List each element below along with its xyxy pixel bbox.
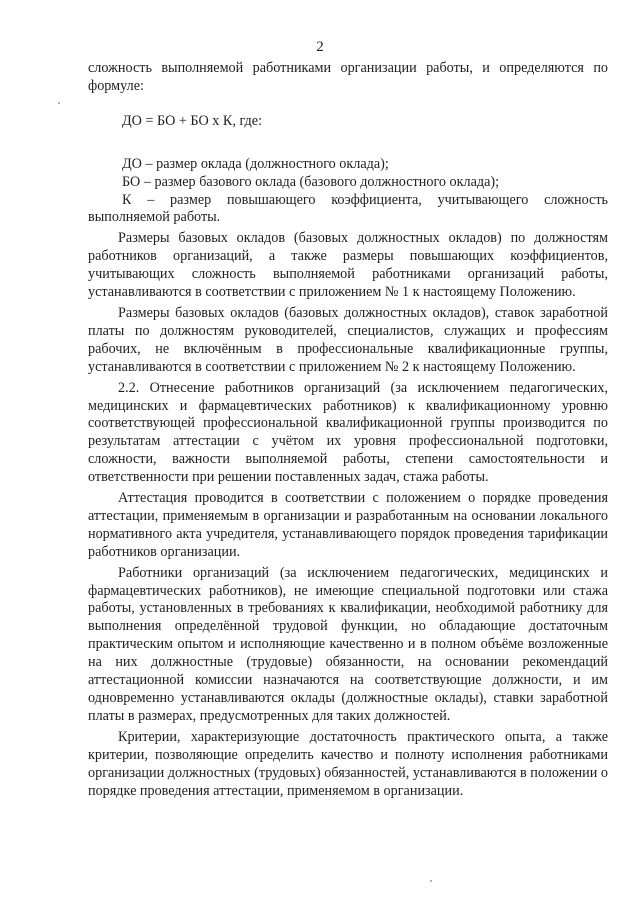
scan-speck bbox=[430, 880, 432, 882]
paragraph-base-salaries: Размеры базовых окладов (базовых должностных окладов) по должностям работников организаций, а также размеры повышающих коэффициентов, учитывающих сложность выполняемой работниками организаций работы, устанавливаются в соответствии с приложением № 1 к настоящему Положению. bbox=[88, 230, 608, 301]
paragraph-employees-without-training: Работники организаций (за исключением педагогических, медицинских и фармацевтических работников), не имеющие специальной подготовки или стажа работы, установленных в требованиях к квалификации, необходимой работнику для выполнения определённой трудовой функции, но обладающие достаточным практическим опытом и исполняющие качественно и в полном объёме возложенные на них должностные (трудовые) обязанности, на основании рекомендаций аттестационной комиссии назначаются на соответствующие должности, и им одновременно устанавливаются оклады (должностные оклады), ставки заработной платы в размерах, предусмотренных для таких должностей. bbox=[88, 564, 608, 724]
paragraph-section-2-2: 2.2. Отнесение работников организаций (за исключением педагогических, медицинских и фармацевтических работников) к квалификационному уровню соответствующей профессиональной квалификационной группы производится по результатам аттестации с учётом их уровня профессиональной подготовки, сложности, важности выполняемой работы, степени самостоятельности и ответственности при решении поставленных задач, стажа работы. bbox=[88, 379, 608, 486]
definition-bo: БО – размер базового оклада (базового должностного оклада); bbox=[122, 173, 500, 190]
paragraph-criteria: Критерии, характеризующие достаточность практического опыта, а также критерии, позволяющие определить качество и полноту исполнения работниками организации должностных (трудовых) обязанностей, устанавливаются в положении о порядке проведения аттестации, применяемом в организации. bbox=[88, 728, 608, 799]
paragraph-attestation: Аттестация проводится в соответствии с положением о порядке проведения аттестации, применяемым в организации и разработанным на основании локального нормативного акта учредителя, устанавливающего порядок проведения тарификации работников организации. bbox=[88, 490, 608, 560]
definition-k: К – размер повышающего коэффициента, учитывающего сложность выполняемой работы. bbox=[88, 191, 608, 226]
formula-line: ДО = БО + БО х К, где: bbox=[122, 112, 263, 129]
paragraph-base-salaries-appendix-2: Размеры базовых окладов (базовых должностных окладов), ставок заработной платы по должностям руководителей, специалистов, служащих и профессиям рабочих, не включённым в профессиональные квалификационные группы, устанавливаются в соответствии с приложением № 2 к настоящему Положению. bbox=[88, 304, 608, 375]
document-body bbox=[88, 60, 608, 800]
page-number: 2 bbox=[316, 39, 324, 55]
definition-do: ДО – размер оклада (должностного оклада); bbox=[122, 155, 389, 172]
scan-speck bbox=[58, 102, 60, 104]
continuation-paragraph: сложность выполняемой работниками организации работы, и определяются по формуле: bbox=[88, 60, 608, 94]
